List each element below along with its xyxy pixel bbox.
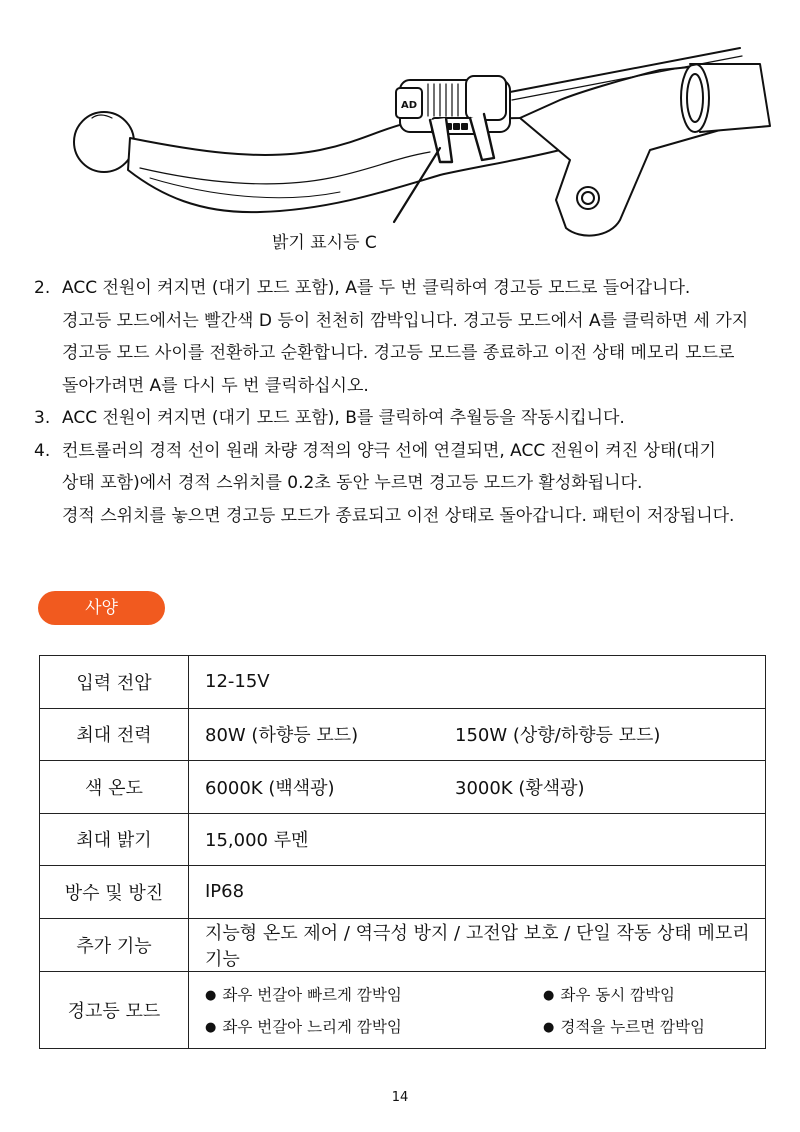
step-line: 컨트롤러의 경적 선이 원래 차량 경적의 양극 선에 연결되면, ACC 전원이 켜진 상태(대기 [62,440,716,461]
list-item: ● 좌우 번갈아 느리게 깜박임 [205,1015,543,1037]
step-line: 상태 포함)에서 경적 스위치를 0.2초 동안 누르면 경고등 모드가 활성화됩니다. [62,473,643,493]
spec-label: 색 온도 [40,761,189,814]
spec-label: 방수 및 방진 [40,866,189,919]
step-number: 2. [34,278,51,298]
step-line: 경고등 모드 사이를 전환하고 순환합니다. 경고등 모드를 종료하고 이전 상태 메모리 모드로 [62,343,735,363]
warning-mode-list [205,983,765,1037]
svg-text:AD: AD [401,100,418,111]
table-row [40,918,766,971]
list-item: ● 좌우 동시 깜박임 [543,983,765,1005]
spec-value: 150W (상향/하향등 모드) [455,725,661,747]
step-line: ACC 전원이 켜지면 (대기 모드 포함), A를 두 번 클릭하여 경고등 모드로 들어갑니다. [62,278,691,298]
step-number: 4. [34,440,51,461]
spec-section-badge: 사양 [38,591,165,625]
table-row [40,866,766,919]
step-3 [34,402,794,435]
table-row [40,656,766,709]
spec-table [39,655,766,1049]
table-row [40,708,766,761]
spec-label: 최대 밝기 [40,813,189,866]
spec-label: 최대 전력 [40,708,189,761]
switch-module [396,76,510,134]
lever-switch-illustration [0,0,800,262]
table-row [40,971,766,1048]
step-number: 3. [34,408,51,428]
spec-value: 6000K (백색광) [205,777,335,799]
step-4 [34,435,794,533]
spec-value: IP68 [189,866,766,919]
table-row [40,761,766,814]
step-line: 경적 스위치를 놓으면 경고등 모드가 종료되고 이전 상태로 돌아갑니다. 패턴이 저장됩니다. [62,505,735,526]
list-item: ● 경적을 누르면 깜박임 [543,1015,765,1037]
step-line: 돌아가려면 A를 다시 두 번 클릭하십시오. [62,375,369,396]
step-2 [34,272,794,402]
spec-value: 80W (하향등 모드) [205,725,359,747]
lever-ball-end [74,112,134,172]
spec-label: 경고등 모드 [40,971,189,1048]
brightness-indicator-callout: 밝기 표시등 C [272,233,377,253]
list-item: ● 좌우 번갈아 빠르게 깜박임 [205,983,543,1005]
spec-value: 15,000 루멘 [189,813,766,866]
instruction-steps [34,272,794,532]
spec-value: 지능형 온도 제어 / 역극성 방지 / 고전압 보호 / 단일 작동 상태 메모리 기능 [189,918,766,971]
spec-label: 입력 전압 [40,656,189,709]
step-line: 경고등 모드에서는 빨간색 D 등이 천천히 깜박입니다. 경고등 모드에서 A를 클릭하면 세 가지 [62,310,749,331]
spec-value: 3000K (황색광) [455,777,585,799]
spec-label: 추가 기능 [40,918,189,971]
step-line: ACC 전원이 켜지면 (대기 모드 포함), B를 클릭하여 추월등을 작동시킵니다. [62,408,625,428]
page-number: 14 [391,1090,409,1105]
spec-value: 12-15V [189,656,766,709]
table-row [40,813,766,866]
